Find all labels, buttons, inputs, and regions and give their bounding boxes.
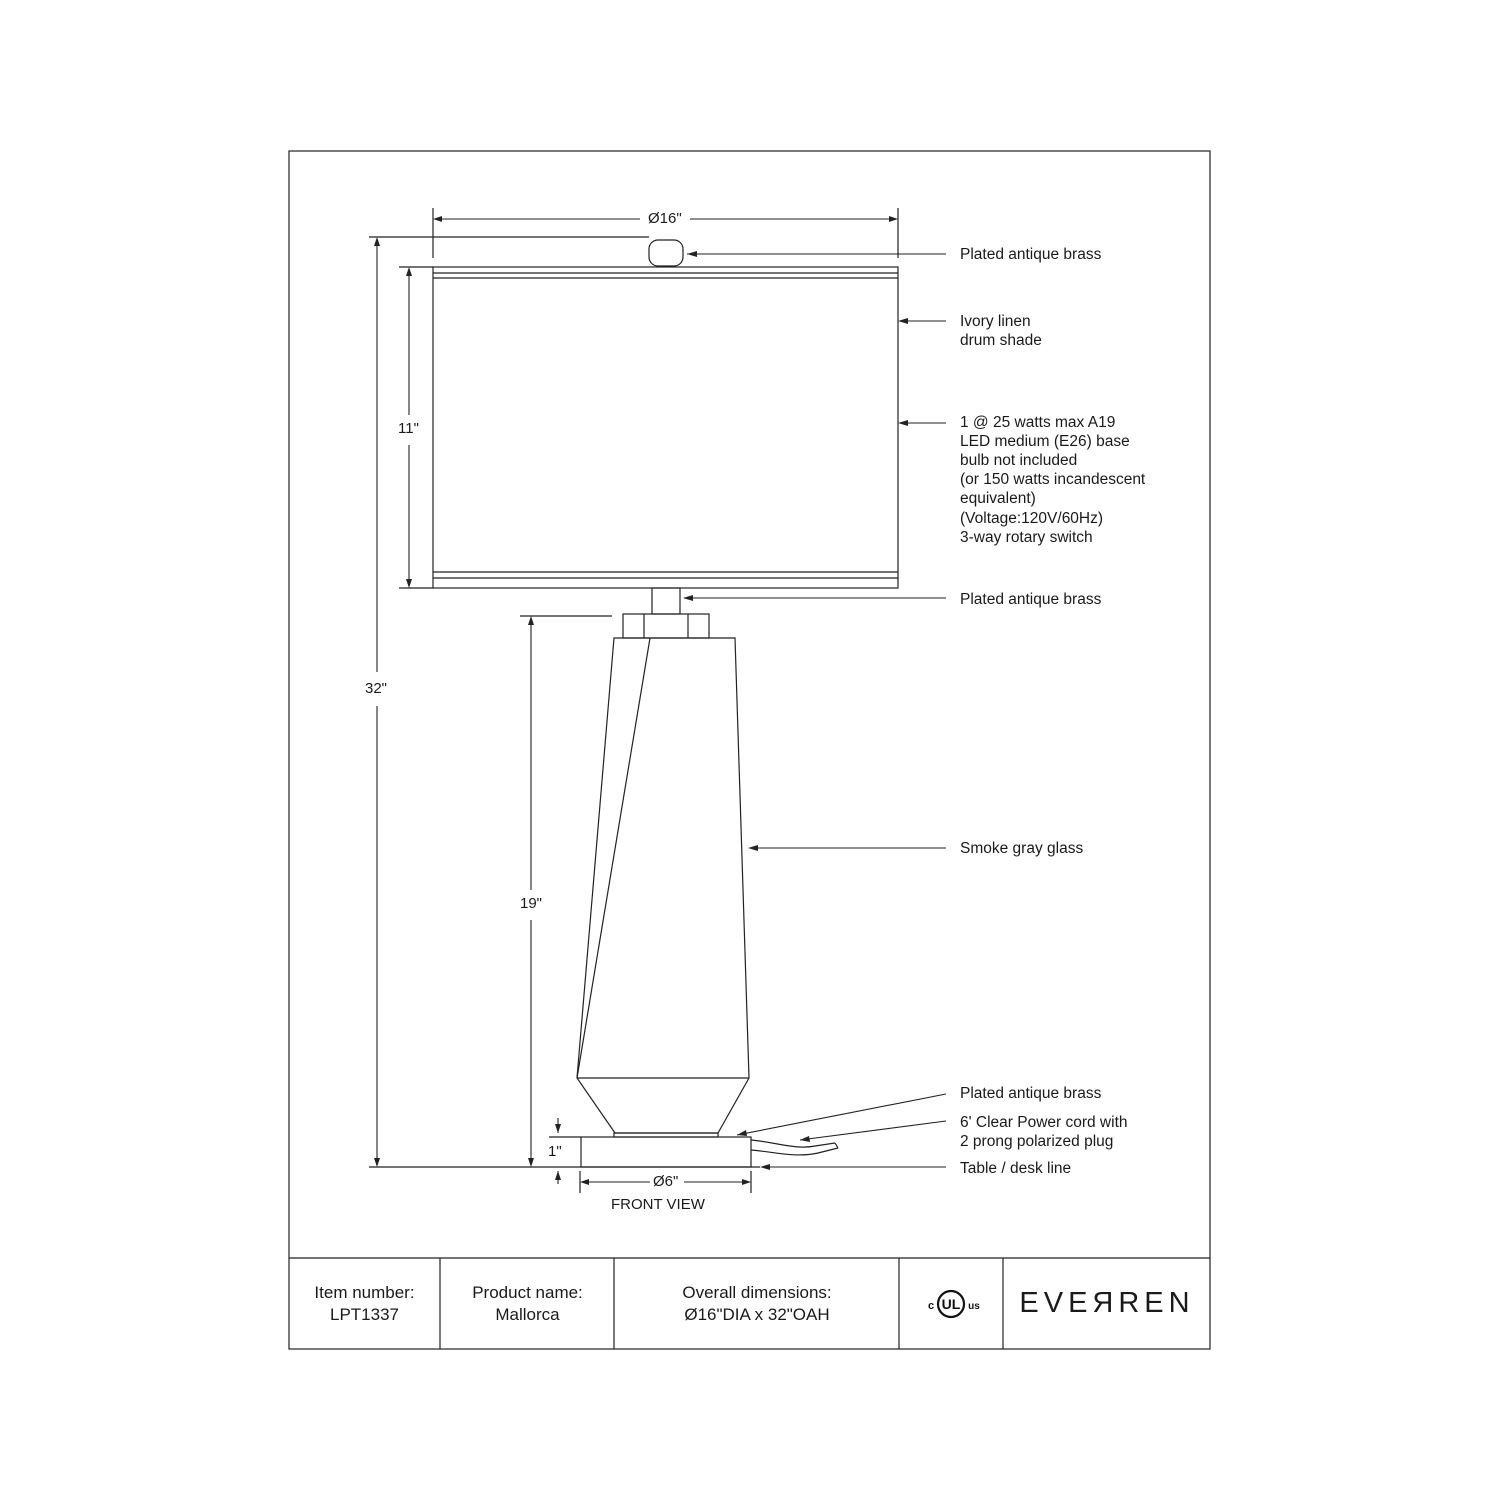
- callout-base-ring: Plated antique brass: [960, 1085, 1102, 1102]
- dimension-lines: [377, 219, 894, 1184]
- cul-us-listed-logo: [900, 1258, 1003, 1349]
- overall-dimensions-cell: [615, 1258, 899, 1349]
- item-number-label: Item number:: [314, 1282, 415, 1302]
- svg-text:us: us: [968, 1301, 980, 1312]
- callout-bulb-2: LED medium (E26) base: [960, 433, 1130, 450]
- base-height-dim: 1": [548, 1143, 562, 1160]
- callout-table-line: Table / desk line: [960, 1160, 1072, 1177]
- product-name-value: Mallorca: [495, 1304, 560, 1324]
- callout-cord-2: 2 prong polarized plug: [960, 1133, 1114, 1150]
- shade-height-dim: 11": [398, 420, 419, 437]
- callout-cord-1: 6' Clear Power cord with: [960, 1114, 1128, 1131]
- callout-bulb-5: equivalent): [960, 490, 1036, 507]
- body-height-dim: 19": [520, 895, 543, 912]
- overall-dimensions-value: Ø16"DIA x 32"OAH: [684, 1304, 830, 1324]
- item-number-cell: [289, 1258, 440, 1349]
- callout-bulb-3: bulb not included: [960, 452, 1078, 469]
- callout-shade-2: drum shade: [960, 332, 1042, 349]
- callout-bulb-6: (Voltage:120V/60Hz): [960, 510, 1104, 527]
- sheet-border: [289, 151, 1210, 1349]
- drum-shade-shape: [433, 267, 898, 588]
- shade-diameter-dim: Ø16": [648, 210, 682, 227]
- callout-bulb-7: 3-way rotary switch: [960, 529, 1093, 546]
- callout-finial: Plated antique brass: [960, 246, 1102, 263]
- leader-lines: [684, 254, 946, 1167]
- everren-logo: EVEЯREN: [1019, 1287, 1195, 1319]
- product-name-cell: [441, 1258, 614, 1349]
- callout-bulb-4: (or 150 watts incandescent: [960, 471, 1146, 488]
- callout-body: Smoke gray glass: [960, 840, 1084, 857]
- svg-text:UL: UL: [941, 1296, 961, 1312]
- glass-body-shape: [577, 638, 749, 1133]
- view-label: FRONT VIEW: [611, 1196, 705, 1213]
- neck-shape: [623, 588, 709, 638]
- overall-height-dim: 32": [365, 680, 388, 697]
- power-cord-shape: [751, 1140, 838, 1155]
- base-shape: [581, 1133, 751, 1167]
- product-name-label: Product name:: [472, 1282, 583, 1302]
- finial-shape: [649, 240, 683, 266]
- callout-bulb-1: 1 @ 25 watts max A19: [960, 414, 1116, 431]
- item-number-value: LPT1337: [330, 1304, 399, 1324]
- base-diameter-dim: Ø6": [653, 1173, 679, 1190]
- callout-neck: Plated antique brass: [960, 591, 1102, 608]
- svg-text:c: c: [927, 1300, 935, 1312]
- overall-dimensions-label: Overall dimensions:: [682, 1282, 832, 1302]
- callout-shade-1: Ivory linen: [960, 313, 1031, 330]
